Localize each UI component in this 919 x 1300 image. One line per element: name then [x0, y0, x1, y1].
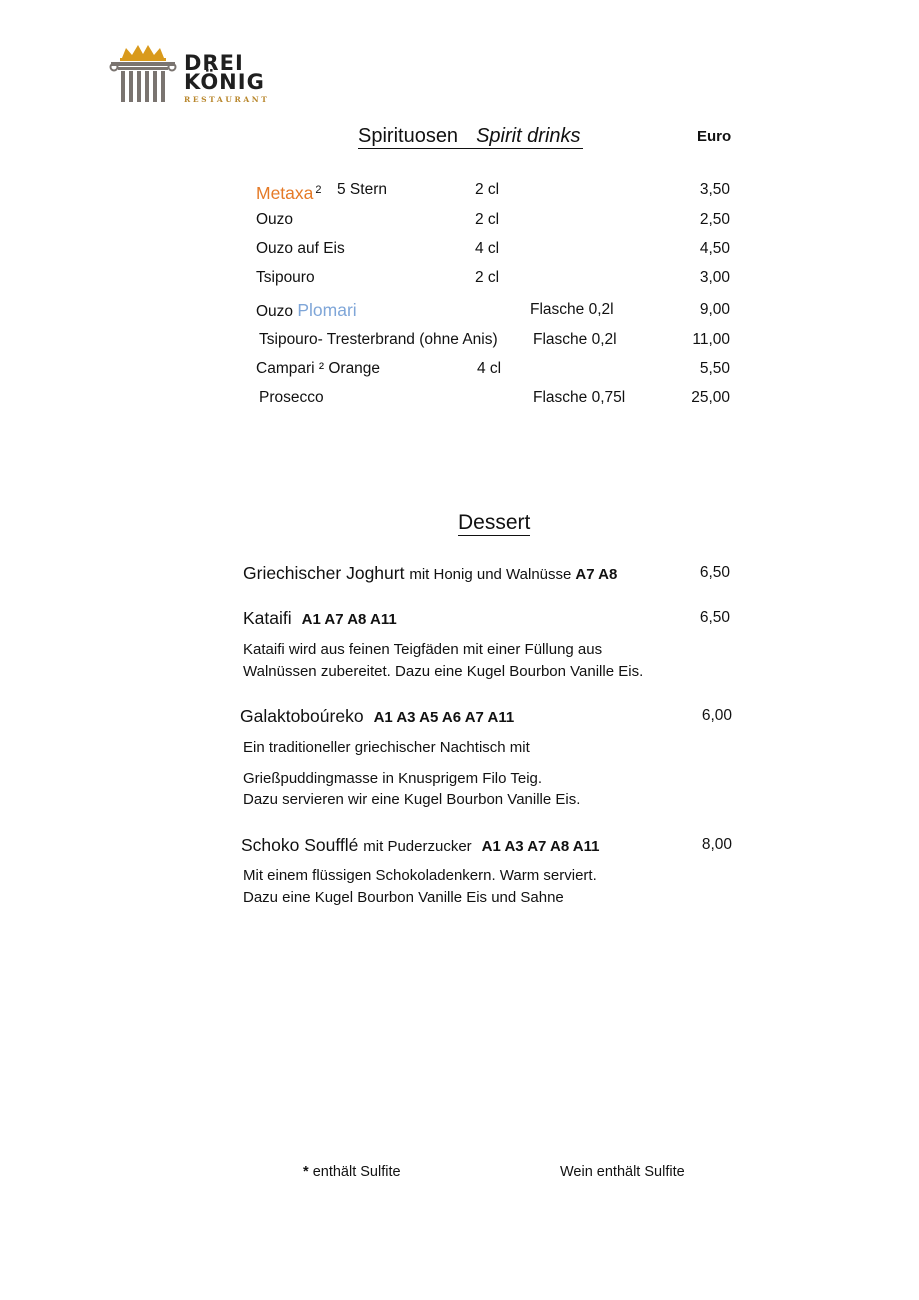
dessert-description-line: Dazu eine Kugel Bourbon Vanille Eis und Sahne: [243, 889, 564, 906]
spirit-price: 3,00: [699, 269, 730, 286]
plomari-label: Plomari: [297, 300, 357, 320]
dessert-name: Schoko Soufflé: [241, 835, 359, 855]
spirit-volume: 4 cl: [477, 360, 502, 377]
spirit-row-tresterbrand: [0, 328, 919, 352]
dessert-price: 6,50: [699, 564, 730, 581]
spirit-price: 9,00: [699, 301, 730, 318]
dessert-allergens: A1 A3 A5 A6 A7 A11: [373, 709, 515, 726]
dessert-title-souffle: [241, 833, 600, 859]
logo-text-drei: DREI: [184, 51, 244, 75]
dessert-price: 6,50: [699, 609, 730, 626]
footnote-star: *: [303, 1164, 309, 1180]
dessert-title-kataifi: [243, 606, 397, 632]
dessert-allergens: A1 A7 A8 A11: [301, 611, 397, 628]
dessert-description-line: Walnüssen zubereitet. Dazu eine Kugel Bourbon Vanille Eis.: [243, 663, 644, 680]
spirit-volume: 2 cl: [475, 181, 500, 198]
spirit-name: Tsipouro- Tresterbrand (ohne Anis): [259, 331, 498, 348]
spirit-detail: 5 Stern: [337, 181, 387, 198]
spirit-volume: 2 cl: [475, 269, 500, 286]
currency-header: Euro: [697, 128, 732, 145]
spirit-name: Tsipouro: [256, 269, 315, 286]
dessert-description-line: Kataifi wird aus feinen Teigfäden mit einer Füllung aus: [243, 641, 603, 658]
spirit-price: 5,50: [699, 360, 730, 377]
footnote-wine-sulfite: Wein enthält Sulfite: [560, 1164, 685, 1180]
spirit-price: 3,50: [699, 181, 730, 198]
spirit-row-metaxa: [0, 178, 919, 202]
footnote-text: enthält Sulfite: [312, 1164, 401, 1180]
logo-text-restaurant: RESTAURANT: [184, 95, 270, 104]
spirit-name: Prosecco: [259, 389, 324, 406]
spirit-name: [256, 178, 322, 207]
spirit-price: 25,00: [691, 389, 730, 406]
dessert-heading: Dessert: [458, 511, 531, 534]
dessert-addition: mit Honig und Walnüsse: [409, 566, 572, 583]
spirit-name: Ouzo: [256, 211, 294, 228]
spirits-heading: [358, 124, 583, 149]
spirit-row-ouzo: [0, 208, 919, 232]
pillar-crown-icon: [108, 44, 178, 106]
dessert-name: Griechischer Joghurt: [243, 563, 405, 583]
dessert-description-line: Grießpuddingmasse in Knusprigem Filo Teig.: [243, 770, 543, 787]
spirits-title-de: Spirituosen: [358, 125, 459, 147]
spirit-price: 2,50: [699, 211, 730, 228]
spirit-bottle: Flasche 0,2l: [533, 331, 617, 348]
dessert-description-line: Mit einem flüssigen Schokoladenkern. Warm serviert.: [243, 867, 597, 884]
spirit-price: 11,00: [692, 331, 730, 348]
dessert-description-line: Ein traditioneller griechischer Nachtisch mit: [243, 739, 530, 756]
footnote-marker: 2: [315, 184, 322, 196]
ouzo-prefix: Ouzo: [256, 303, 294, 320]
spirit-row-prosecco: [0, 386, 919, 410]
spirit-name: [256, 298, 357, 324]
spirit-row-ouzo-plomari: [0, 298, 919, 322]
spirit-name: Ouzo auf Eis: [256, 240, 345, 257]
dessert-name: Galaktoboúreko: [240, 706, 364, 726]
spirits-title-en: Spirit drinks: [476, 125, 581, 147]
spirit-price: 4,50: [699, 240, 730, 257]
spirit-volume: 4 cl: [475, 240, 500, 257]
footnote-sulfite: [303, 1164, 401, 1180]
spirit-row-tsipouro: [0, 266, 919, 290]
dessert-allergens: A7 A8: [575, 566, 618, 583]
dessert-title-galaktoboureko: [240, 704, 514, 730]
spirit-bottle: Flasche 0,2l: [530, 301, 614, 318]
spirit-row-ouzo-eis: [0, 237, 919, 261]
spirit-name: Campari ² Orange: [256, 360, 381, 377]
metaxa-label: Metaxa: [256, 183, 314, 203]
dessert-description-line: Dazu servieren wir eine Kugel Bourbon Vanille Eis.: [243, 791, 581, 808]
spirit-volume: 2 cl: [475, 211, 500, 228]
restaurant-logo: [108, 44, 328, 106]
dessert-name: Kataifi: [243, 608, 292, 628]
logo-text-koenig: KÖNIG: [184, 70, 265, 94]
dessert-addition: mit Puderzucker: [363, 838, 472, 855]
dessert-price: 6,00: [701, 707, 732, 724]
spirit-row-campari: [0, 357, 919, 381]
dessert-price: 8,00: [701, 836, 732, 853]
dessert-title-joghurt: [243, 561, 617, 587]
spirit-bottle: Flasche 0,75l: [533, 389, 626, 406]
dessert-allergens: A1 A3 A7 A8 A11: [481, 838, 600, 855]
